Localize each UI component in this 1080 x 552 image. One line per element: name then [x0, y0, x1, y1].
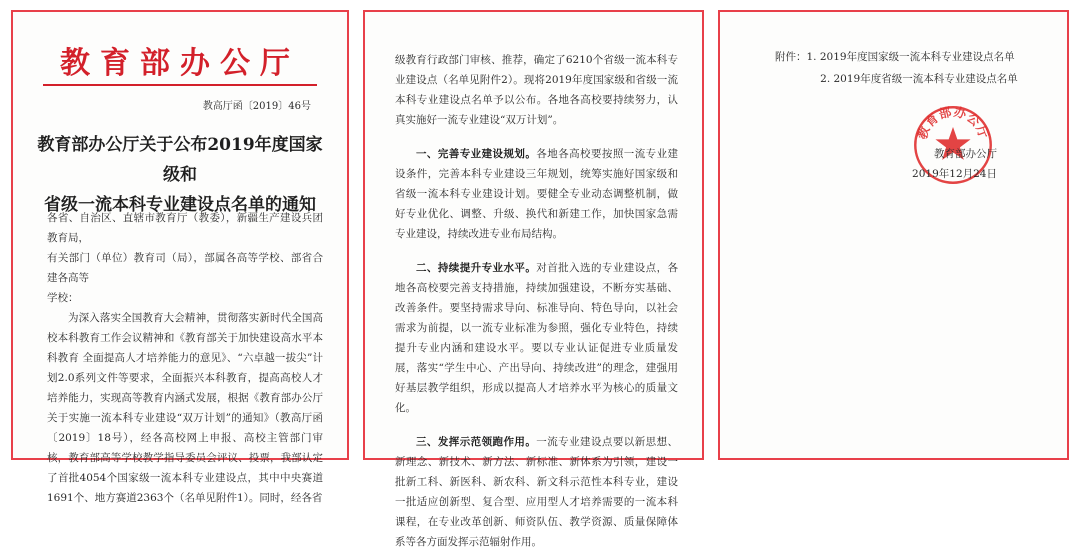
page-1-body — [47, 208, 323, 508]
red-divider-line — [43, 84, 317, 86]
continued-paragraph: 级教育行政部门审核、推荐，确定了6210个省级一流本科专业建设点（名单见附件2）。现将2019年度国家级和省级一流本科专业建设点名单予以公布。各地各高校要持续努力，认真实施好一流专业建设“双万计划”。 — [395, 54, 678, 126]
section-2-text: 对首批入选的专业建设点，各地各高校要完善支持措施，持续加强建设，不断夯实基础、改善条件。要坚持需求导向、标准导向、特色导向，以社会需求为前提，以一流专业标准为参照，强化专业特色，持续提升专业内涵和建设水平。要以专业认证促进专业质量发展，落实“学生中心、产出导向、持续改进”的理念，建强用好基层教学组织，形成以提高人才培养水平为核心的质量文化。 — [395, 262, 679, 414]
section-1-text: 各地各高校要按照一流专业建设条件，完善本科专业建设三年规划，统筹实施好国家级和省级一流本科专业建设计划。要健全专业动态调整机制，做好专业优化、调整、升级、换代和新建工作，加快国家急需专业建设，持续改进专业布局结构。 — [395, 148, 679, 240]
addressee-line-1: 各省、自治区、直辖市教育厅（教委），新疆生产建设兵团教育局， — [47, 212, 323, 244]
document-page-1 — [11, 10, 349, 504]
intro-paragraph: 为深入落实全国教育大会精神，贯彻落实新时代全国高校本科教育工作会议精神和《教育部关于加快建设高水平本科教育 全面提高人才培养能力的意见》、“六卓越一拔尖”计划2.0系列文件等要求，全面振兴本科教育，提高高校人才培养能力，实现高等教育内涵式发展，根据《教育部办公厅关于实施一流本科专业建设“双万计划”的通知》（教高厅函〔2019〕18号），经各高校网上申报、高校主管部门审核，教育部高等学校教学指导委员会评议、投票，我部认定了首批4054个国家级一流本科专业建设点，其中中央赛道1691个、地方赛道2363个（名单见附件1）。同时，经各省 — [47, 312, 323, 504]
section-1-heading: 一、完善专业建设规划。 — [416, 148, 537, 160]
section-1 — [395, 144, 678, 244]
issuer-header: 教育部办公厅 — [60, 46, 300, 81]
attachment-item-1 — [754, 46, 1047, 68]
signature-block — [912, 144, 997, 184]
section-3-text: 一流专业建设点要以新思想、新理念、新技术、新方法、新标准、新体系为引领，建设一批新工科、新医科、新农科、新文科示范性本科专业，建设一批适应创新型、复合型、应用型人才培养需要的一流本科课程，在专业改革创新、师资队伍、教学资源、质量保障体系等各方面发挥示范辐射作用。 — [395, 436, 679, 548]
addressee-line-2: 有关部门（单位）教育司（局），部属各高等学校、部省合建各高等 — [47, 252, 323, 284]
notice-title-line-1: 教育部办公厅关于公布2019年度国家级和 — [37, 135, 323, 185]
section-2-heading: 二、持续提升专业水平。 — [416, 262, 537, 274]
addressee-line-3: 学校： — [47, 292, 79, 304]
notice-title-line-2: 省级一流本科专业建设点名单的通知 — [44, 195, 316, 215]
attachment-1-text: 1. 2019年度国家级一流本科专业建设点名单 — [806, 51, 1015, 63]
notice-title — [33, 130, 327, 220]
section-3-heading: 三、发挥示范领跑作用。 — [416, 436, 537, 448]
document-number: 教高厅函〔2019〕46号 — [202, 101, 311, 112]
attachments-list — [754, 46, 1047, 90]
attachment-label: 附件： — [775, 51, 807, 63]
signer-name: 教育部办公厅 — [934, 148, 997, 160]
document-page-2 — [363, 10, 704, 548]
attachment-item-2: 2. 2019年度省级一流本科专业建设点名单 — [820, 73, 1018, 85]
issue-date: 2019年12月24日 — [912, 168, 997, 180]
document-page-3 — [718, 10, 1069, 460]
section-2 — [395, 258, 678, 418]
page-2-body — [395, 50, 678, 552]
seal-text: 教育部办公厅 — [914, 104, 992, 142]
section-3 — [395, 432, 678, 552]
